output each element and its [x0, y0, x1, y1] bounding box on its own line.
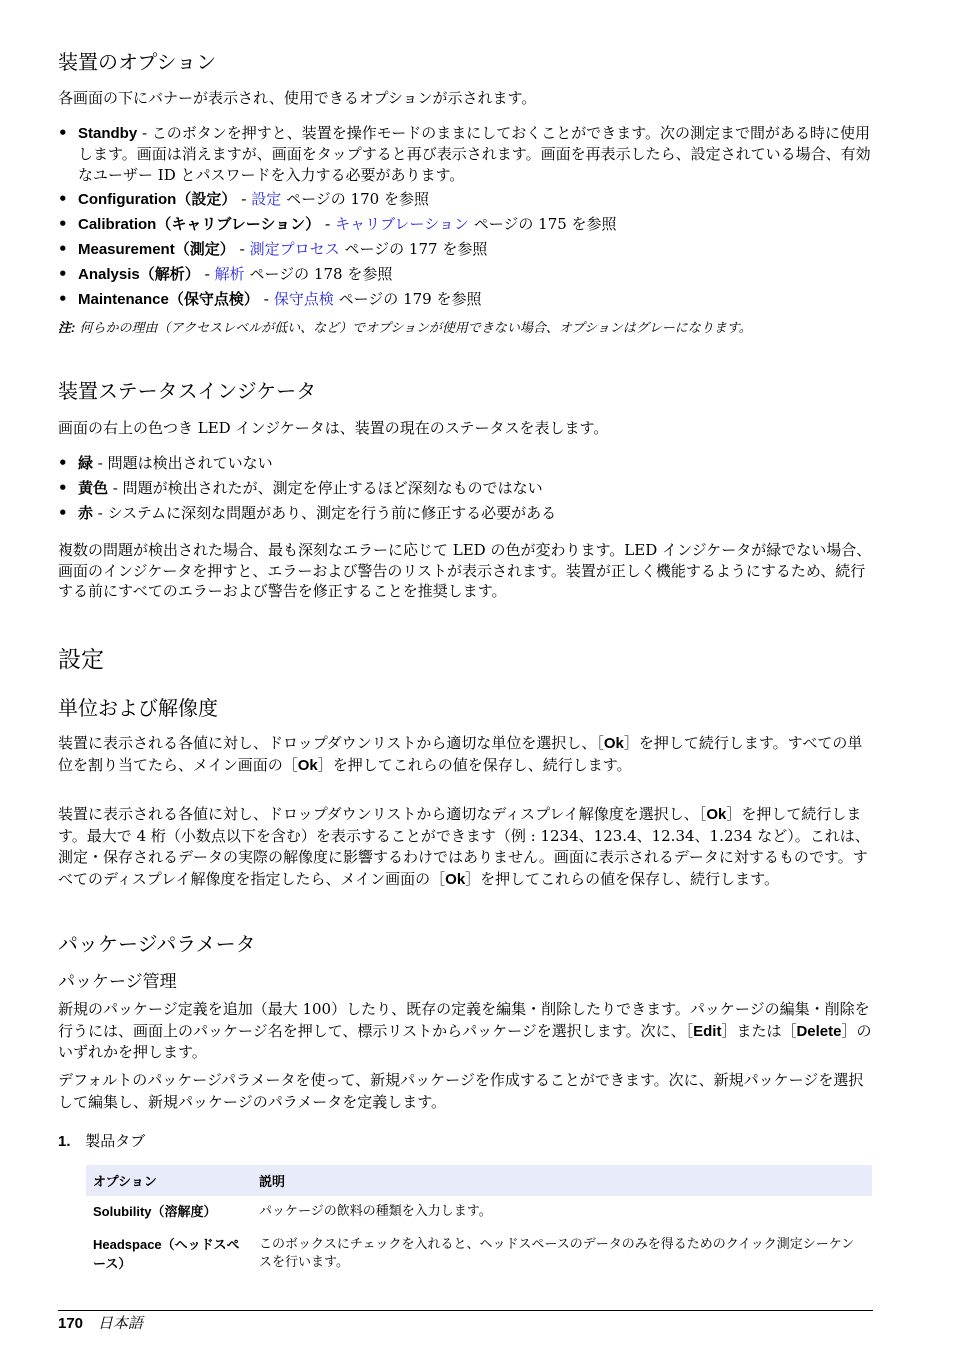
table-header-description: 説明: [252, 1165, 872, 1196]
list-item: [58, 189, 873, 210]
option-term: Measurement: [78, 241, 175, 258]
option-text: - このボタンを押すと、装置を操作モードのままにしておくことができます。次の測定まで間がある時に使用します。画面は消えますが、画面をタップすると再び表示されます。画面を再表示したら、設定されている場合、有効なユーザー ID とパスワードを入力する必要があります。: [78, 124, 871, 184]
option-suffix: （ヘッドスペース）: [93, 1237, 240, 1271]
list-item: [58, 503, 873, 524]
option-term: Configuration: [78, 191, 177, 208]
note-label: 注:: [58, 320, 76, 335]
link-analysis[interactable]: 解析: [214, 265, 245, 283]
status-list: [58, 453, 873, 524]
section-heading-units: 単位および解像度: [58, 696, 218, 720]
link-calibration[interactable]: キャリブレーション: [335, 215, 469, 233]
option-suffix: （保守点検）: [168, 291, 259, 308]
link-measurement[interactable]: 測定プロセス: [249, 240, 340, 258]
text-run: ］を押して続行します。すべての単位を割り当てたら、メイン画面の［: [58, 734, 863, 774]
status-term-green: 緑: [78, 455, 94, 472]
section-heading-package-mgmt: パッケージ管理: [58, 972, 177, 992]
text-run: ］を押して続行します。最大で 4 桁（小数点以下を含む）を表示することができます（例 : 1234、123.4、12.34、1.234 など）。これは、測定・保存されるデータの実際の解像度に影響するわけではありません。画面に表示されるデータに対するものです。すべてのディスプレイ解像度を指定したら、メイン画面の［: [58, 805, 870, 888]
bullet: •: [58, 124, 68, 142]
status-text: - 問題が検出されたが、測定を停止するほど深刻なものではない: [108, 479, 543, 497]
option-term: Maintenance: [78, 291, 169, 308]
option-suffix: （測定）: [174, 241, 235, 258]
table-cell-description: パッケージの飲料の種類を入力します。: [259, 1204, 492, 1219]
bullet: •: [58, 290, 68, 308]
note: [58, 318, 873, 339]
status-term-red: 赤: [78, 505, 94, 522]
units-paragraph-1: [58, 733, 873, 776]
table-row: [86, 1228, 872, 1280]
ok-key: Ok: [445, 870, 466, 888]
option-ref: ページの 175 を参照: [468, 215, 617, 233]
table-cell-option: [86, 1196, 252, 1228]
text-run: ］を押してこれらの値を保存し、続行します。: [465, 869, 779, 888]
list-item: [58, 239, 873, 260]
option-term: Analysis: [78, 266, 140, 283]
option-ref: ページの 170 を参照: [281, 190, 429, 208]
table-header-option: オプション: [86, 1165, 252, 1196]
option-term: Calibration: [78, 216, 157, 233]
package-paragraph-2: デフォルトのパッケージパラメータを使って、新規パッケージを作成することができます。次に、新規パッケージを選択して編集し、新規パッケージのパラメータを定義します。: [58, 1071, 864, 1111]
table-header-row: [86, 1165, 872, 1196]
bullet: •: [58, 479, 68, 497]
option-term: Standby: [78, 125, 138, 142]
options-table: [86, 1165, 872, 1280]
text-run: 新規のパッケージ定義を追加（最大 100）したり、既存の定義を編集・削除したりできます。パッケージの編集・削除を行うには、画面上のパッケージ名を押して、標示リストからパッケージを選択します。次に、［: [58, 1000, 870, 1040]
option-name: Solubility: [93, 1204, 152, 1219]
bullet: •: [58, 454, 68, 472]
section-heading-settings: 設定: [58, 647, 104, 673]
bullet: •: [58, 504, 68, 522]
ok-key: Ok: [603, 735, 624, 752]
status-term-yellow: 黄色: [78, 480, 109, 497]
text-run: ］を押してこれらの値を保存し、続行します。: [317, 755, 632, 774]
option-ref: ページの 179 を参照: [333, 290, 482, 308]
option-dash: -: [236, 190, 252, 208]
status-paragraph: 複数の問題が検出された場合、最も深刻なエラーに応じて LED の色が変わります。LED インジケータが緑でない場合、画面のインジケータを押すと、エラーおよび警告のリストが表示されます。装置が正しく機能するようにするため、続行する前にすべてのエラーおよび警告を修正することを推奨します。: [58, 541, 872, 600]
list-item: [58, 214, 873, 235]
ok-key: Ok: [297, 756, 318, 774]
bullet: •: [58, 240, 68, 258]
list-item: [58, 289, 873, 310]
list-item: [58, 453, 873, 474]
step-text: 製品タブ: [85, 1132, 146, 1150]
link-configuration[interactable]: 設定: [251, 190, 282, 208]
option-suffix: （溶解度）: [151, 1204, 217, 1219]
text-run: ］または［: [721, 1021, 797, 1040]
delete-key: Delete: [796, 1022, 842, 1040]
status-text: - システムに深刻な問題があり、測定を行う前に修正する必要がある: [93, 504, 557, 522]
option-ref: ページの 178 を参照: [244, 265, 393, 283]
package-paragraph-1: [58, 999, 873, 1064]
footer-language: 日本語: [97, 1314, 143, 1332]
table-cell-option: [86, 1228, 252, 1280]
list-item: [58, 123, 873, 186]
option-dash: -: [199, 265, 215, 283]
step-number: 1.: [58, 1133, 71, 1150]
text-run: 装置に表示される各値に対し、ドロップダウンリストから適切なディスプレイ解像度を選択し、［: [58, 805, 707, 823]
section-heading-status: 装置ステータスインジケータ: [58, 379, 317, 403]
table-row: [86, 1196, 872, 1228]
option-dash: -: [320, 215, 336, 233]
step-item: [58, 1131, 873, 1152]
section-heading-options: 装置のオプション: [58, 50, 217, 74]
bullet: •: [58, 215, 68, 233]
options-intro: 各画面の下にバナーが表示され、使用できるオプションが示されます。: [58, 89, 537, 107]
note-text: 何らかの理由（アクセスレベルが低い、など）でオプションが使用できない場合、オプションはグレーになります。: [75, 321, 752, 336]
options-list: [58, 123, 873, 310]
option-ref: ページの 177 を参照: [339, 240, 488, 258]
option-name: Headspace: [93, 1237, 162, 1252]
option-dash: -: [234, 240, 250, 258]
page-number: 170: [58, 1315, 84, 1332]
link-maintenance[interactable]: 保守点検: [273, 290, 334, 308]
list-item: [58, 478, 873, 499]
edit-key: Edit: [693, 1022, 722, 1040]
option-suffix: （設定）: [176, 191, 237, 208]
text-run: 装置に表示される各値に対し、ドロップダウンリストから適切な単位を選択し、［: [58, 734, 604, 752]
option-suffix: （解析）: [139, 266, 200, 283]
bullet: •: [58, 190, 68, 208]
status-intro: 画面の右上の色つき LED インジケータは、装置の現在のステータスを表します。: [58, 419, 609, 437]
units-paragraph-2: [58, 804, 873, 890]
list-item: [58, 264, 873, 285]
option-dash: -: [258, 290, 274, 308]
section-heading-package: パッケージパラメータ: [58, 932, 256, 956]
bullet: •: [58, 265, 68, 283]
table-cell-description: このボックスにチェックを入れると、ヘッドスペースのデータのみを得るためのクイック測定シーケンスを行います。: [259, 1237, 855, 1270]
text-run: ］のいずれかを押します。: [58, 1021, 872, 1061]
footer: [58, 1313, 143, 1334]
footer-divider: [58, 1310, 873, 1311]
option-suffix: （キャリブレーション）: [156, 216, 321, 233]
status-text: - 問題は検出されていない: [93, 454, 273, 472]
ok-key: Ok: [706, 806, 727, 823]
